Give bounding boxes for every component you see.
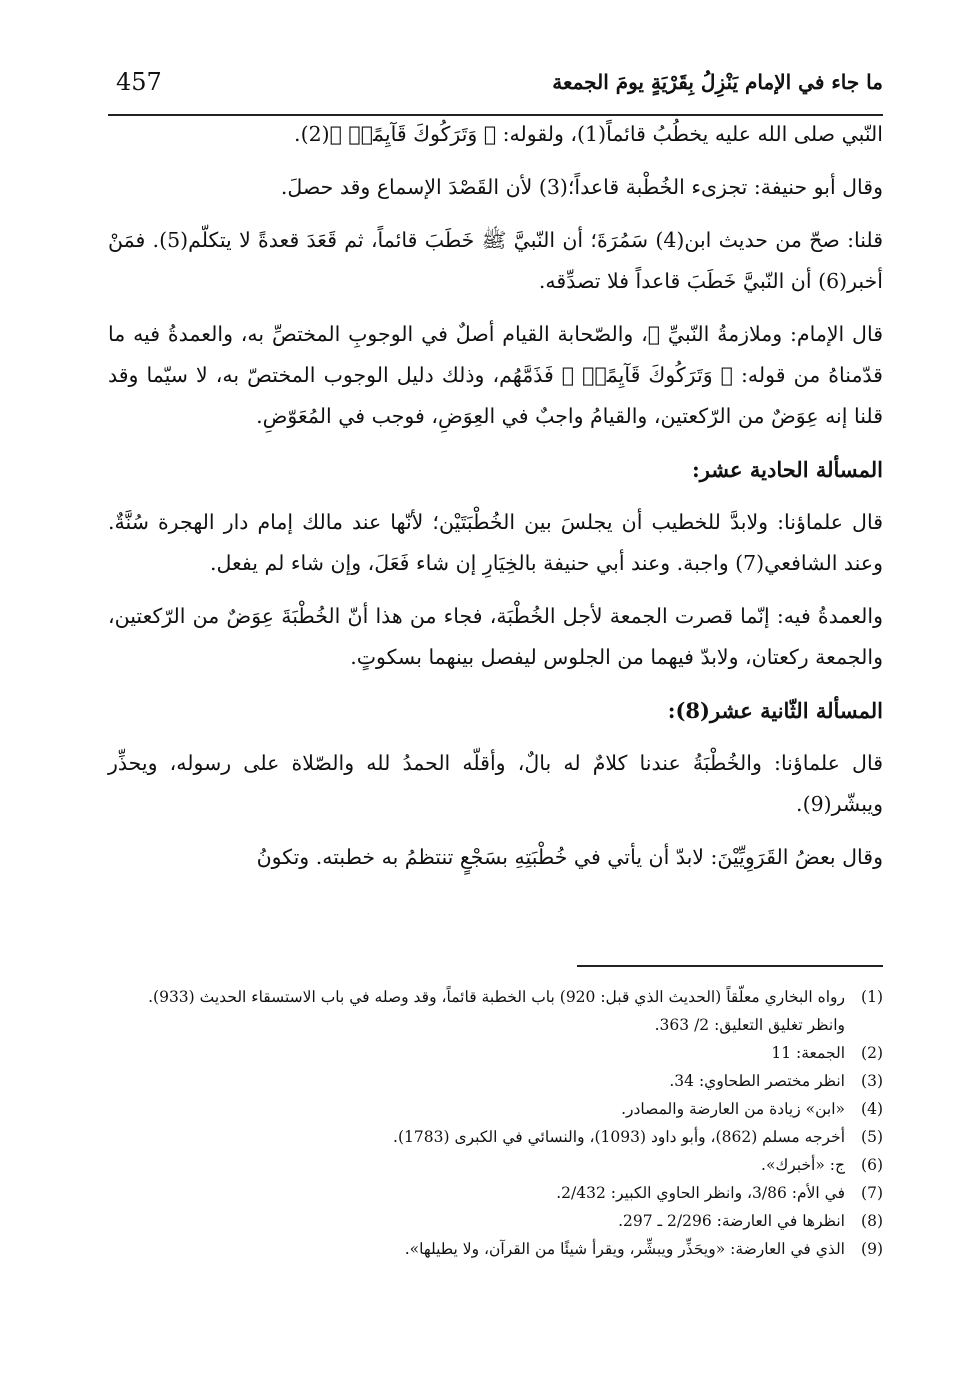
footnote-number: (4) [861, 1100, 883, 1118]
footnote-text: ج: «أخبرك». [761, 1156, 845, 1174]
paragraph: قلنا: صحّ من حديث ابن(4) سَمُرَةَ؛ أن النّبيَّ ﷺ خَطَبَ قائماً، ثم قَعَدَ قعدةً لا يتكلّم(5). فمَنْ أخبر(6) أن النّبيَّ خَطَبَ قاعداً فلا تصدِّقه. [108, 228, 883, 293]
footnote-number: (3) [861, 1072, 883, 1090]
paragraph: قال علماؤنا: والخُطْبَةُ عندنا كلامٌ له بالٌ، وأقلّه الحمدُ لله والصّلاة على رسوله، ويحذِّر ويبشّر(9). [108, 751, 883, 816]
paragraph: وقال أبو حنيفة: تجزىء الخُطْبة قاعداً؛(3) لأن القَصْدَ الإسماع وقد حصلَ. [280, 175, 883, 199]
footnote [108, 1039, 883, 1067]
footnote-text: انظر مختصر الطحاوي: 34. [669, 1072, 845, 1090]
footnote-number: (2) [861, 1044, 883, 1062]
footnote [108, 1151, 883, 1179]
section-heading-11: المسألة الحادية عشر: [691, 457, 883, 482]
footnote-number: (9) [861, 1240, 883, 1258]
page-header [108, 66, 883, 106]
footnote-text: الذي في العارضة: «ويحَذِّر ويبشِّر، ويقرأ شيئًا من القرآن، ولا يطيلها». [404, 1240, 845, 1258]
footnote-text: في الأم: 3/86، وانظر الحاوي الكبير: 2/432. [556, 1184, 845, 1202]
footnote [108, 1123, 883, 1151]
footnote [108, 1179, 883, 1207]
footnote-number: (7) [861, 1184, 883, 1202]
page-number: 457 [116, 68, 162, 96]
footnote-number: (6) [861, 1156, 883, 1174]
main-text [108, 114, 883, 890]
footnote-divider [577, 965, 883, 967]
paragraph: والعمدةُ فيه: إنّما قصرت الجمعة لأجل الخُطْبَة، فجاء من هذا أنّ الخُطْبَةَ عِوَضٌ من الرّكعتين، والجمعة ركعتان، ولابدّ فيهما من الجلوس ليفصل بينهما بسكوتٍ. [108, 604, 883, 669]
footnote-text: انظرها في العارضة: 2/296 ـ 297. [618, 1212, 845, 1230]
footnote [108, 1235, 883, 1263]
paragraph: قال الإمام: وملازمةُ النّبيِّ ﷺ، والصّحابة القيام أصلٌ في الوجوبِ المختصِّ به، والعمدةُ فيه ما قدّمناهُ من قوله: ﴿ وَتَرَكُوكَ قَآيِمًاۚ ﴾ فَذَمَّهُم، وذلك دليل الوجوب المختصّ به، لا سيّما وقد قلنا إنه عِوَضٌ من الرّكعتين، والقيامُ واجبٌ في العِوَضِ، فوجب في المُعَوّضِ. [108, 322, 883, 428]
footnote-text: رواه البخاري معلّقاً (الحديث الذي قبل: 920) باب الخطبة قائماً، وقد وصله في باب الاستسقاء الحديث (933). وانظر تغليق التعليق: 2/ 363. [148, 988, 845, 1034]
footnotes [108, 983, 883, 1263]
running-title: ما جاء في الإمام يَنْزِلُ بِقَرْيَةٍ يومَ الجمعة [552, 70, 883, 94]
footnote-number: (5) [861, 1128, 883, 1146]
footnote [108, 1095, 883, 1123]
footnote-number: (8) [861, 1212, 883, 1230]
footnote [108, 983, 883, 1039]
footnote-number: (1) [861, 988, 883, 1006]
footnote [108, 1067, 883, 1095]
section-heading-12: المسألة الثّانية عشر(8): [667, 698, 883, 723]
footnote [108, 1207, 883, 1235]
paragraph: النّبي صلى الله عليه يخطُبُ قائماً(1)، ولقوله: ﴿ وَتَرَكُوكَ قَآيِمًاۚ ﴾(2). [294, 122, 883, 146]
footnote-text: «ابن» زيادة من العارضة والمصادر. [621, 1100, 845, 1118]
footnote-text: الجمعة: 11 [771, 1044, 845, 1062]
paragraph: وقال بعضُ القَرَوِيِّيْنَ: لابدّ أن يأتي في خُطْبَتِهِ بسَجْعٍ تنتظمُ به خطبته. وتكونُ [256, 845, 883, 869]
paragraph: قال علماؤنا: ولابدَّ للخطيب أن يجلسَ بين الخُطْبَتَيْن؛ لأنّها عند مالك إمام دار الهجرة سُنَّةٌ. وعند الشافعي(7) واجبة. وعند أبي حنيفة بالخِيَارِ إن شاء فَعَلَ، وإن شاء لم يفعل. [108, 510, 883, 575]
footnote-text: أخرجه مسلم (862)، وأبو داود (1093)، والنسائي في الكبرى (1783). [393, 1128, 845, 1146]
